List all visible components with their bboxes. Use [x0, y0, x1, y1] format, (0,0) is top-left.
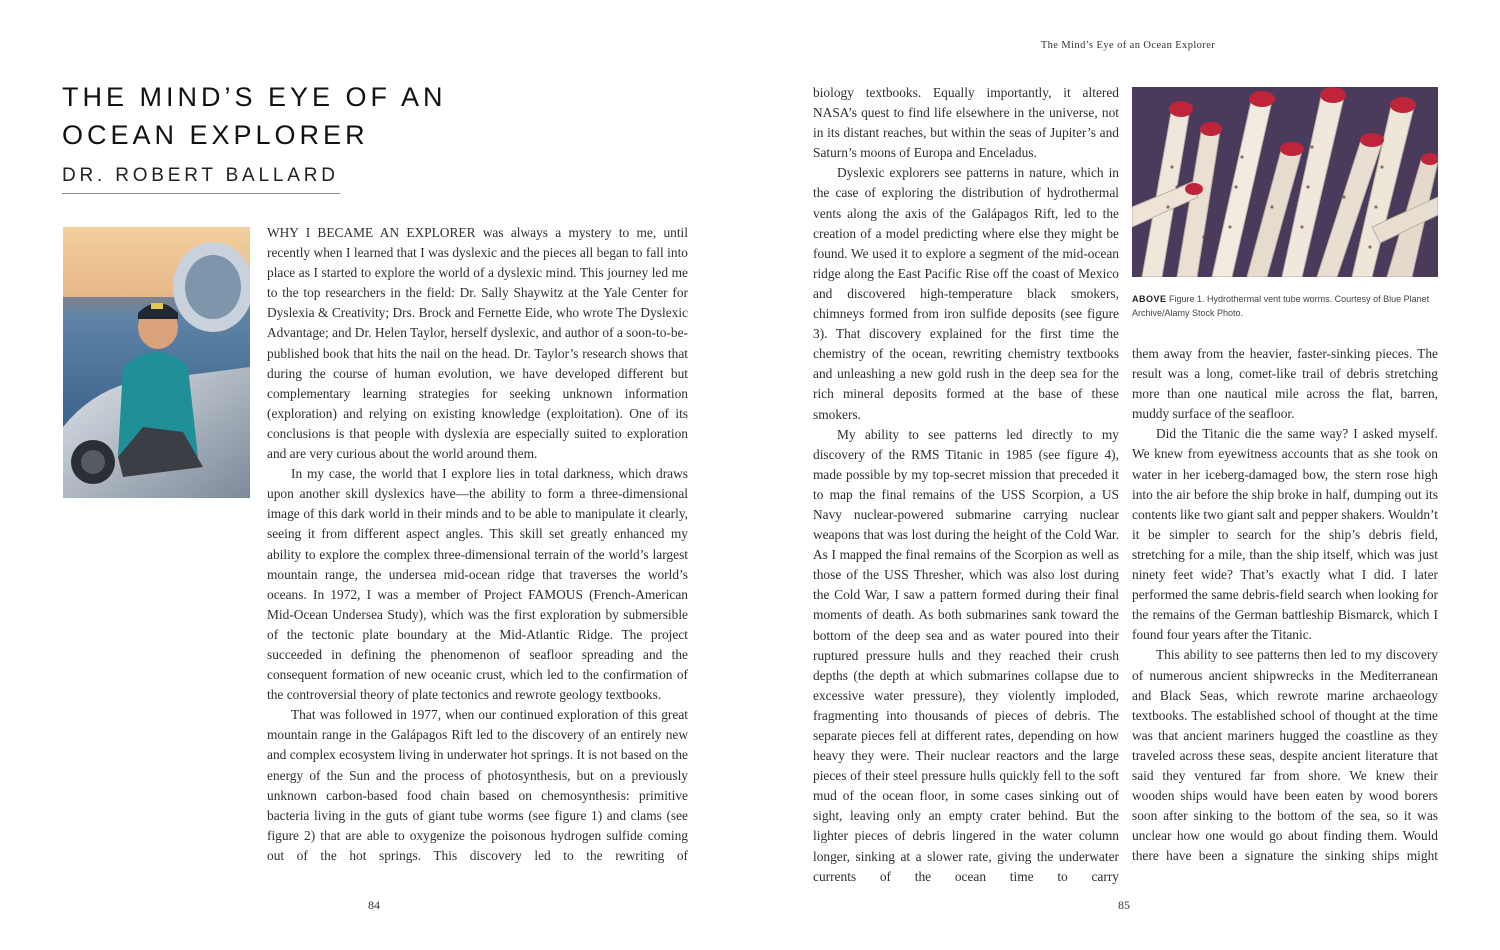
paragraph: Dyslexic explorers see patterns in nature, which in the case of exploring the distribution of hydrothermal vents along the axis of the Galápagos Rift, led to the creation of a model predicting where else they might be found. We used it to explore a segment of the mid-ocean ridge along the East Pacific Rise off the coast of Mexico and discovered high-temperature black smokers, chimneys formed from iron sulfide deposits (see figure 3). That discovery explained for the first time the chemistry of the ocean, rewriting chemistry textbooks and unleashing a new gold rush in the deep sea for the rich mineral deposits formed at the base of these smokers.	[813, 165, 1119, 422]
running-head: The Mind’s Eye of an Ocean Explorer	[1040, 40, 1216, 51]
tube-worms-illustration	[1132, 87, 1438, 277]
paragraph: In my case, the world that I explore lies in total darkness, which draws upon another skill dyslexics have—the ability to form a three-dimensional image of this dark world in their minds and to be able to manipulate it clearly, seeing it from different aspect angles. This skill set greatly enhanced my ability to explore the complex three-dimensional terrain of the world’s largest mountain range, the undersea mid-ocean ridge that traverses the world’s oceans. In 1972, I was a member of Project FAMOUS (French-American Mid-Ocean Undersea Study), which was the first exploration by submersible of the tectonic plate boundary at the Mid-Atlantic Ridge. The project succeeded in defining the phenomenon of seafloor spreading and the consequent formation of new oceanic crust, which led to the confirmation of the controversial theory of plate tectonics and rewrote geology textbooks.	[267, 466, 688, 703]
page-number-right: 85	[1118, 898, 1130, 912]
body-text-middle	[813, 83, 1119, 887]
paragraph: This ability to see patterns then led to my discovery of numerous ancient shipwrecks in the Mediterranean and Black Seas, which rewrote marine archaeology textbooks. The established school of thought at the time was that ancient mariners hugged the coastline as they traveled across these seas, despite ancient literature that said they ventured far from shore. We knew their wooden ships would have been eaten by wood borers soon after sinking to the bottom of the sea, so it was unclear how one would go about finding them. Would there have been a signature the sinking ships might	[1132, 647, 1438, 864]
author-name: DR. ROBERT BALLARD	[62, 165, 340, 194]
paragraph: WHY I BECAME AN EXPLORER was always a mystery to me, until recently when I learned that I was dyslexic and the pieces all began to fall into place as I started to explore the world of a dyslexic mind. This journey led me to the top researchers in the field: Dr. Sally Shaywitz at the Yale Center for Dyslexia & Creativity; Drs. Brock and Fernette Eide, who wrote The Dyslexic Advantage; and Dr. Helen Taylor, herself dyslexic, and author of a soon-to-be-published book that hits the nail on the head. Dr. Taylor’s research shows that during the course of human evolution, we have developed different but complementary learning strategies for seeking unknown information (exploration) and relying on existing knowledge (exploitation). One of its conclusions is that people with dyslexia are especially suited to exploration and are very curious about the world around them.	[267, 225, 688, 462]
body-text-left	[267, 223, 688, 866]
paragraph: them away from the heavier, faster-sinking pieces. The result was a long, comet-like trail of debris stretching more than one nautical mile across the flat, barren, muddy surface of the seafloor.	[1132, 346, 1438, 422]
paragraph: biology textbooks. Equally importantly, it altered NASA’s quest to find life elsewhere in the universe, not in its distant reaches, but within the seas of Jupiter’s and Saturn’s moons of Europa and Enceladus.	[813, 85, 1119, 161]
chapter-title: THE MIND’S EYE OF AN OCEAN EXPLORER	[62, 82, 447, 150]
author-photo-illustration	[63, 227, 250, 498]
paragraph: Did the Titanic die the same way? I asked myself. We knew from eyewitness accounts that as she took on water in her iceberg-damaged bow, the stern rose high into the air before the ship broke in half, dumping out its contents like two giant salt and pepper shakers. Wouldn’t it be simpler to search for the ship’s debris field, stretching for a mile, than the ship itself, which was just ninety feet wide? That’s exactly what I did. I later performed the same debris-field search when looking for the remains of the German battleship Bismarck, which I found four years after the Titanic.	[1132, 426, 1438, 643]
page-number-left: 84	[368, 898, 380, 912]
paragraph: My ability to see patterns led directly to my discovery of the RMS Titanic in 1985 (see figure 4), made possible by my top-secret mission that preceded it to map the final remains of the USS Scorpion, a US Navy nuclear-powered submarine carrying nuclear weapons that was lost during the height of the Cold War. As I mapped the final remains of the Scorpion as well as those of the USS Thresher, which was also lost during the Cold War, I saw a pattern formed during their final moments of death. As both submarines sank toward the bottom of the deep sea and as water poured into their ruptured pressure hulls and they reached their crush depths (the depth at which submarines collapse due to excessive water pressure), they violently imploded, fragmenting into thousands of pieces of debris. The separate pieces fell at different rates, depending on how heavy they were. Their nuclear reactors and the large pieces of their steel pressure hulls quickly fell to the soft mud of the ocean floor, in some cases sinking out of sight, leaving only an empty crater behind. But the lighter pieces of debris lingered in the water column longer, sinking at a slower rate, giving the underwater currents of the ocean time to carry	[813, 426, 1119, 884]
tube-worms-photo	[1132, 87, 1438, 277]
caption-label: ABOVE	[1132, 294, 1167, 304]
caption-text: Figure 1. Hydrothermal vent tube worms. Courtesy of Blue Planet Archive/Alamy Stock Photo.	[1132, 294, 1430, 318]
paragraph: That was followed in 1977, when our continued exploration of this great mountain range in the Galápagos Rift led to the discovery of an entirely new and complex ecosystem living in underwater hot springs. It is not based on the energy of the Sun and the process of photosynthesis, but on a previously unknown carbon-based food chain based on chemosynthesis: primitive bacteria living in the guts of giant tube worms (see figure 1) and clams (see figure 2) that are able to oxygenize the poisonous hydrogen sulfide coming out of the hot springs. This discovery led to the rewriting of	[267, 707, 688, 863]
author-photo	[63, 227, 250, 498]
body-text-right	[1132, 344, 1438, 866]
figure-caption	[1132, 292, 1438, 320]
